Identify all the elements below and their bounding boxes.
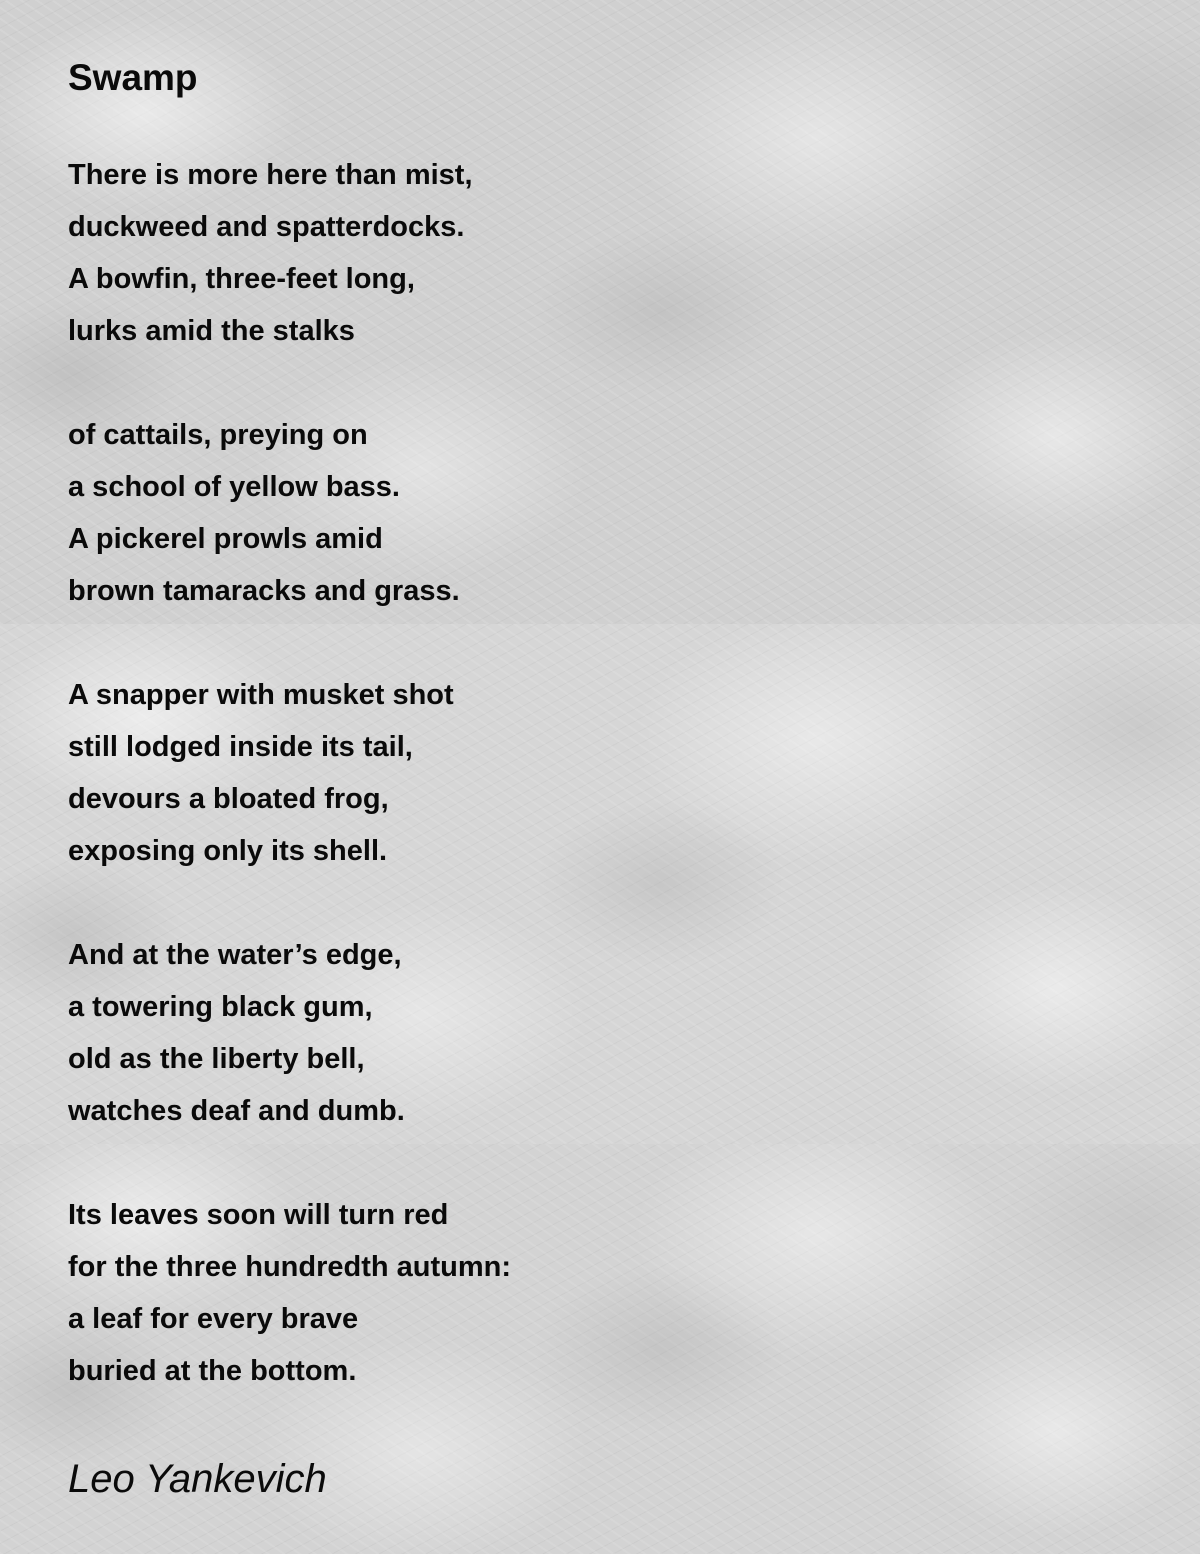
poem-line: for the three hundredth autumn: bbox=[68, 1251, 512, 1283]
poem-line: of cattails, preying on bbox=[68, 419, 368, 451]
poem-title: Swamp bbox=[68, 57, 198, 98]
poem-line: lurks amid the stalks bbox=[68, 315, 355, 347]
stanza bbox=[68, 669, 511, 877]
stanza bbox=[68, 929, 511, 1137]
poem-line: exposing only its shell. bbox=[68, 835, 388, 867]
stanza bbox=[68, 409, 511, 617]
poem-line: A pickerel prowls amid bbox=[68, 523, 383, 555]
poem-line: duckweed and spatterdocks. bbox=[68, 211, 465, 243]
poem-line: Its leaves soon will turn red bbox=[68, 1199, 449, 1231]
poem-line: buried at the bottom. bbox=[68, 1355, 357, 1387]
poem-line: A snapper with musket shot bbox=[68, 679, 454, 711]
poem-line: A bowfin, three-feet long, bbox=[68, 263, 415, 295]
poem-line: And at the water’s edge, bbox=[68, 939, 402, 971]
poem-line: old as the liberty bell, bbox=[68, 1043, 365, 1075]
poem-body bbox=[68, 149, 511, 1449]
poem-line: brown tamaracks and grass. bbox=[68, 575, 460, 607]
poem-author: Leo Yankevich bbox=[68, 1457, 327, 1501]
poem-line: There is more here than mist, bbox=[68, 159, 473, 191]
poem-line: still lodged inside its tail, bbox=[68, 731, 413, 763]
poem-line: watches deaf and dumb. bbox=[68, 1095, 405, 1127]
poem-line: a towering black gum, bbox=[68, 991, 373, 1023]
poem-line: devours a bloated frog, bbox=[68, 783, 389, 815]
poem-line: a school of yellow bass. bbox=[68, 471, 400, 503]
stanza bbox=[68, 1189, 511, 1397]
stanza bbox=[68, 149, 511, 357]
poem-line: a leaf for every brave bbox=[68, 1303, 359, 1335]
